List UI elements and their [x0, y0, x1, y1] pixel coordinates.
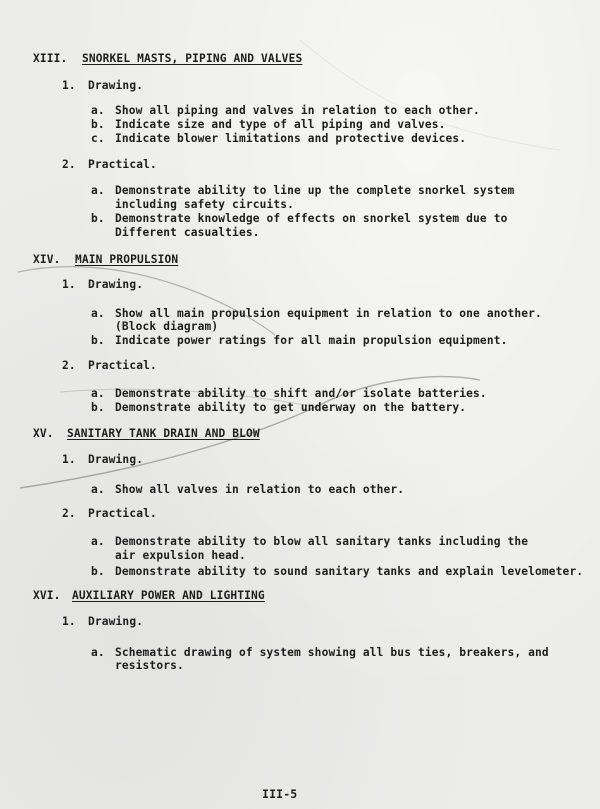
section-title: SNORKEL MASTS, PIPING AND VALVES: [82, 52, 303, 65]
item-text: Demonstrate ability to line up the complete snorkel system: [115, 184, 515, 197]
subsection-number: 2.: [62, 507, 76, 520]
item-text: Demonstrate ability to shift and/or isolate batteries.: [115, 387, 487, 400]
subsection-number: 2.: [62, 158, 76, 171]
section-number: XIII.: [33, 52, 68, 65]
item-text: Indicate blower limitations and protective devices.: [115, 132, 467, 145]
section-title: MAIN PROPULSION: [75, 253, 179, 266]
subsection-label: Practical.: [88, 507, 157, 520]
item-text: Show all piping and valves in relation to each other.: [115, 104, 480, 117]
item-letter: b.: [91, 565, 105, 578]
subsection-label: Drawing.: [88, 278, 144, 291]
item-letter: a.: [91, 307, 105, 320]
item-text: Schematic drawing of system showing all bus ties, breakers, and: [115, 646, 549, 659]
item-letter: b.: [91, 212, 105, 225]
item-letter: a.: [91, 535, 105, 548]
item-letter: b.: [91, 401, 105, 414]
subsection-number: 1.: [62, 615, 76, 628]
item-letter: a.: [91, 184, 105, 197]
item-text: Demonstrate ability to get underway on the battery.: [115, 401, 467, 414]
subsection-label: Drawing.: [88, 615, 144, 628]
section-number: XV.: [33, 427, 54, 440]
subsection-label: Practical.: [88, 359, 157, 372]
item-text-continued: (Block diagram): [115, 320, 219, 333]
item-letter: a.: [91, 483, 105, 496]
item-letter: a.: [91, 387, 105, 400]
item-text: Demonstrate ability to blow all sanitary tanks including the: [115, 535, 529, 548]
subsection-label: Drawing.: [88, 453, 144, 466]
item-text: Demonstrate knowledge of effects on snorkel system due to: [115, 212, 508, 225]
item-text: Indicate size and type of all piping and valves.: [115, 118, 446, 131]
section-number: XVI.: [33, 589, 61, 602]
item-text-continued: air expulsion head.: [115, 549, 246, 562]
item-text-continued: including safety circuits.: [115, 198, 295, 211]
item-text: Show all main propulsion equipment in relation to one another.: [115, 307, 542, 320]
item-letter: a.: [91, 104, 105, 117]
item-letter: a.: [91, 646, 105, 659]
item-letter: b.: [91, 118, 105, 131]
section-title: AUXILIARY POWER AND LIGHTING: [72, 589, 265, 602]
subsection-number: 1.: [62, 79, 76, 92]
section-title: SANITARY TANK DRAIN AND BLOW: [67, 427, 260, 440]
subsection-number: 1.: [62, 278, 76, 291]
item-text-continued: resistors.: [115, 659, 184, 672]
item-text: Show all valves in relation to each other.: [115, 483, 405, 496]
item-text: Indicate power ratings for all main propulsion equipment.: [115, 334, 508, 347]
subsection-label: Practical.: [88, 158, 157, 171]
subsection-number: 2.: [62, 359, 76, 372]
item-letter: c.: [91, 132, 105, 145]
item-text: Demonstrate ability to sound sanitary tanks and explain levelometer.: [115, 565, 584, 578]
section-number: XIV.: [33, 253, 61, 266]
page-number: III-5: [262, 787, 298, 801]
subsection-number: 1.: [62, 453, 76, 466]
item-text-continued: Different casualties.: [115, 226, 260, 239]
item-letter: b.: [91, 334, 105, 347]
subsection-label: Drawing.: [88, 79, 144, 92]
